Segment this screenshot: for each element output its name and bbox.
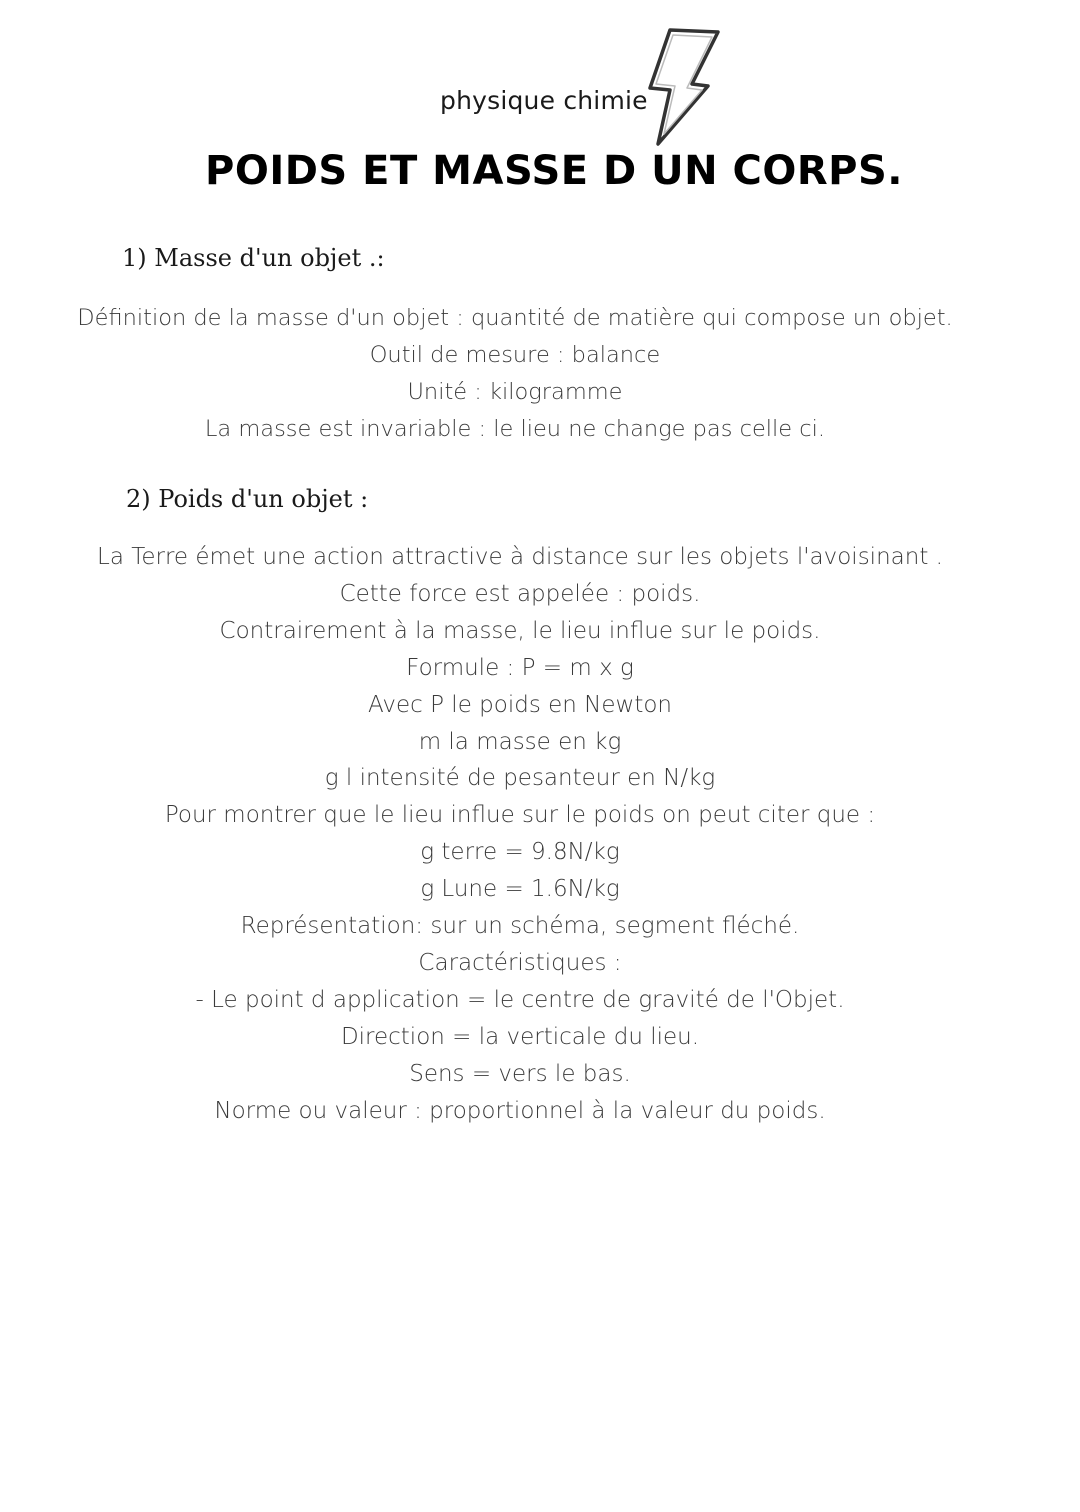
section-heading-poids: 2) Poids d'un objet : bbox=[126, 485, 369, 513]
text-line: Avec P le poids en Newton bbox=[368, 691, 672, 718]
text-line: Définition de la masse d'un objet : quantité de matière qui compose un objet. bbox=[77, 305, 953, 331]
page-title: POIDS ET MASSE D UN CORPS. bbox=[205, 148, 903, 194]
text-line: Unité : kilogramme bbox=[407, 378, 623, 405]
text-line: Direction = la verticale du lieu. bbox=[340, 1023, 700, 1050]
text-line: m la masse en kg bbox=[418, 728, 622, 755]
text-line: Pour montrer que le lieu influe sur le poids on peut citer que : bbox=[164, 802, 876, 829]
text-line: Sens = vers le bas. bbox=[409, 1060, 631, 1087]
text-line: La masse est invariable : le lieu ne change pas celle ci. bbox=[204, 415, 826, 442]
text-line: g l intensité de pesanteur en N/kg bbox=[324, 765, 716, 792]
text-line: Outil de mesure : balance bbox=[369, 341, 661, 368]
text-line: Contrairement à la masse, le lieu influe sur le poids. bbox=[219, 617, 821, 644]
text-line: - Le point d application = le centre de gravité de l'Objet. bbox=[195, 986, 845, 1013]
formula-line: Formule : P = m x g bbox=[406, 654, 634, 681]
text-line: Représentation: sur un schéma, segment fléché. bbox=[240, 913, 800, 940]
section-body-masse bbox=[0, 300, 1030, 448]
text-line: Cette force est appelée : poids. bbox=[339, 580, 701, 607]
section-body-poids bbox=[0, 539, 1040, 1130]
subject-label: physique chimie bbox=[440, 86, 648, 115]
text-line: g terre = 9.8N/kg bbox=[420, 839, 620, 866]
text-line: g Lune = 1.6N/kg bbox=[420, 876, 620, 903]
text-line: Norme ou valeur : proportionnel à la valeur du poids. bbox=[214, 1097, 826, 1124]
section-heading-masse: 1) Masse d'un objet .: bbox=[122, 244, 385, 272]
lightning-bolt-icon bbox=[640, 26, 724, 148]
text-line: Caractéristiques : bbox=[418, 949, 622, 976]
text-line: La Terre émet une action attractive à distance sur les objets l'avoisinant . bbox=[97, 544, 943, 570]
